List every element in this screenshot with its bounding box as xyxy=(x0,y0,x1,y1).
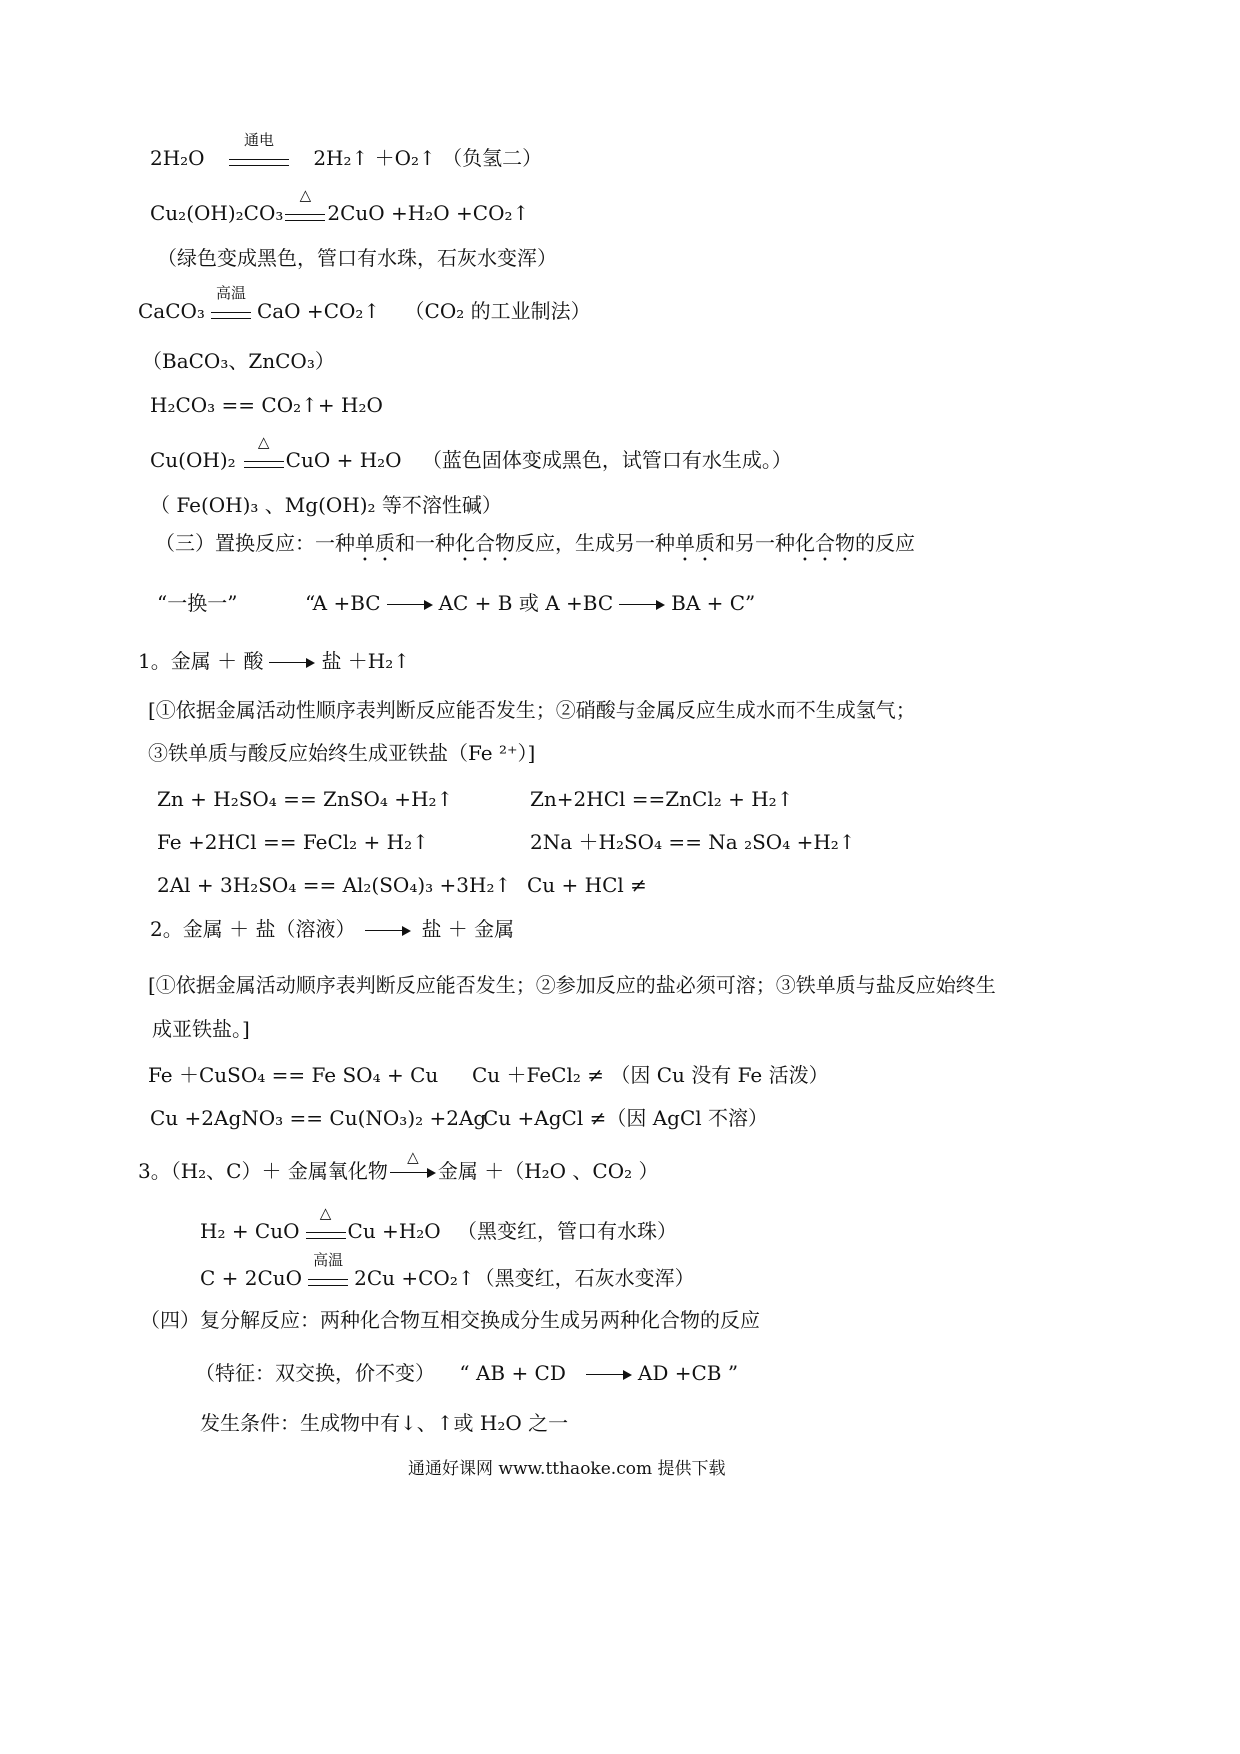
example-equation: Cu + HCl ≠ xyxy=(527,873,647,897)
condition-label: △ xyxy=(299,186,312,204)
page-footer: 通通好课网 www.tthaoke.com 提供下载 xyxy=(408,1459,726,1479)
item-rhs: 金属 ＋（H₂O 、CO₂ ） xyxy=(437,1159,659,1183)
condition-label: △ xyxy=(319,1204,332,1222)
item-2-note-2: 成亚铁盐。] xyxy=(152,1017,250,1041)
example-equation: Zn + H₂SO₄ == ZnSO₄ +H₂↑ xyxy=(157,787,454,811)
example-equation: Cu +2AgNO₃ == Cu(NO₃)₂ +2Ag xyxy=(150,1106,487,1130)
item-2-note-1: [①依据金属活动顺序表判断反应能否发生；②参加反应的盐必须可溶；③铁单质与盐反应始终生 xyxy=(148,973,996,997)
equation-lhs: H₂ + CuO xyxy=(200,1219,300,1243)
item-3 xyxy=(138,1147,659,1184)
equation-carbonic-acid: H₂CO₃ == CO₂↑+ H₂O xyxy=(150,393,383,417)
item-1 xyxy=(138,648,410,674)
example-equation: 2Na ＋H₂SO₄ == Na ₂SO₄ +H₂↑ xyxy=(530,830,856,854)
condition-connector xyxy=(306,1204,346,1239)
equation-note: （黑变红，管口有水珠） xyxy=(457,1219,678,1243)
equation-note: （CO₂ 的工业制法） xyxy=(404,299,591,323)
heading-text: 单质 xyxy=(355,531,395,555)
condition-connector xyxy=(308,1251,348,1286)
example-equation: Cu +AgCl ≠（因 AgCl 不溶） xyxy=(483,1106,769,1130)
condition-label: △ xyxy=(257,433,270,451)
arrow-icon xyxy=(390,1147,436,1178)
equation-rhs: 2CuO +H₂O +CO₂↑ xyxy=(327,201,530,225)
displacement-nickname: “一换一” xyxy=(157,591,238,615)
equation-lhs: Cu(OH)₂ xyxy=(150,448,236,472)
pattern-text: AC + B 或 A +BC xyxy=(438,591,614,615)
equation-note: （黑变红，石灰水变浑） xyxy=(474,1266,695,1290)
equation-c-cuo xyxy=(200,1251,695,1291)
condition-label: 高温 xyxy=(313,1251,344,1269)
arrow-icon xyxy=(365,926,411,936)
equation-h2-cuo xyxy=(200,1204,678,1244)
equation-rhs: Cu +H₂O xyxy=(347,1219,441,1243)
pattern-text: “A +BC xyxy=(305,591,381,615)
equation-note: （负氢二） xyxy=(442,146,543,170)
condition-connector xyxy=(211,284,251,319)
equation-rhs: 2Cu +CO₂↑ xyxy=(354,1266,475,1290)
heading-text: 化合物 xyxy=(455,531,515,555)
insoluble-bases-note: （ Fe(OH)₃ 、Mg(OH)₂ 等不溶性碱） xyxy=(150,493,502,517)
pattern-text: AD +CB ” xyxy=(637,1361,739,1385)
item-1-note-1: [①依据金属活动性顺序表判断反应能否发生；②硝酸与金属反应生成水而不生成氢气； xyxy=(148,698,916,722)
heading-text: 和一种 xyxy=(395,531,455,555)
item-rhs: 盐 ＋ 金属 xyxy=(421,917,515,941)
equation-note: （蓝色固体变成黑色，试管口有水生成。） xyxy=(421,448,792,472)
pattern-text: “ AB + CD xyxy=(459,1361,566,1385)
section-heading-double-decomposition: （四）复分解反应：两种化合物互相交换成分生成另两种化合物的反应 xyxy=(140,1308,760,1332)
displacement-pattern xyxy=(305,590,755,616)
equation-lhs: CaCO₃ xyxy=(138,299,205,323)
example-equation: Fe ＋CuSO₄ == Fe SO₄ + Cu xyxy=(148,1063,439,1087)
pattern-text: BA + C” xyxy=(671,591,756,615)
malachite-note: （绿色变成黑色，管口有水珠，石灰水变浑） xyxy=(157,246,557,270)
equation-rhs: 2H₂↑ ＋O₂↑ xyxy=(313,146,436,170)
condition-label: 高温 xyxy=(215,284,246,302)
condition-connector xyxy=(229,131,289,166)
equation-limestone xyxy=(138,284,591,324)
equation-lhs: 2H₂O xyxy=(150,146,205,170)
arrow-icon xyxy=(269,658,315,668)
heading-text: 单质 xyxy=(675,531,715,555)
equation-water-electrolysis xyxy=(150,131,543,171)
feature-text: （特征：双交换，价不变） xyxy=(195,1361,435,1385)
example-equation: Cu ＋FeCl₂ ≠ （因 Cu 没有 Fe 活泼） xyxy=(472,1063,829,1087)
example-equation: Zn+2HCl ==ZnCl₂ + H₂↑ xyxy=(530,787,794,811)
arrow-icon xyxy=(387,600,433,610)
carbonates-note: （BaCO₃、ZnCO₃） xyxy=(142,349,335,373)
equation-cu-hydroxide xyxy=(150,433,792,473)
condition-label: △ xyxy=(407,1147,419,1166)
item-1-note-2: ③铁单质与酸反应始终生成亚铁盐（Fe ²⁺）] xyxy=(148,741,536,765)
equation-rhs: CuO + H₂O xyxy=(285,448,402,472)
heading-text: 化合物 xyxy=(795,531,855,555)
equation-malachite xyxy=(150,186,530,226)
condition-label: 通电 xyxy=(243,131,274,149)
heading-text: 和另一种 xyxy=(715,531,795,555)
equation-lhs: Cu₂(OH)₂CO₃ xyxy=(150,201,284,225)
equation-rhs: CaO +CO₂↑ xyxy=(256,299,381,323)
condition-connector xyxy=(285,186,325,221)
example-equation: Fe +2HCl == FeCl₂ + H₂↑ xyxy=(157,830,429,854)
double-decomposition-condition: 发生条件：生成物中有↓、↑或 H₂O 之一 xyxy=(200,1411,569,1435)
double-decomposition-pattern xyxy=(195,1360,738,1386)
arrow-icon xyxy=(586,1370,632,1380)
item-lhs: 1。金属 ＋ 酸 xyxy=(138,649,264,673)
example-equation: 2Al + 3H₂SO₄ == Al₂(SO₄)₃ +3H₂↑ xyxy=(157,873,512,897)
arrow-icon xyxy=(619,600,665,610)
section-heading-displacement xyxy=(155,530,915,566)
item-lhs: 3。（H₂、C）＋ 金属氧化物 xyxy=(138,1159,388,1183)
equation-lhs: C + 2CuO xyxy=(200,1266,303,1290)
item-rhs: 盐 ＋H₂↑ xyxy=(321,649,411,673)
item-2 xyxy=(150,916,514,942)
heading-text: （三）置换反应：一种 xyxy=(155,531,355,555)
heading-text: 反应，生成另一种 xyxy=(515,531,675,555)
item-lhs: 2。金属 ＋ 盐（溶液） xyxy=(150,917,356,941)
heading-text: 的反应 xyxy=(855,531,915,555)
condition-connector xyxy=(244,433,284,468)
